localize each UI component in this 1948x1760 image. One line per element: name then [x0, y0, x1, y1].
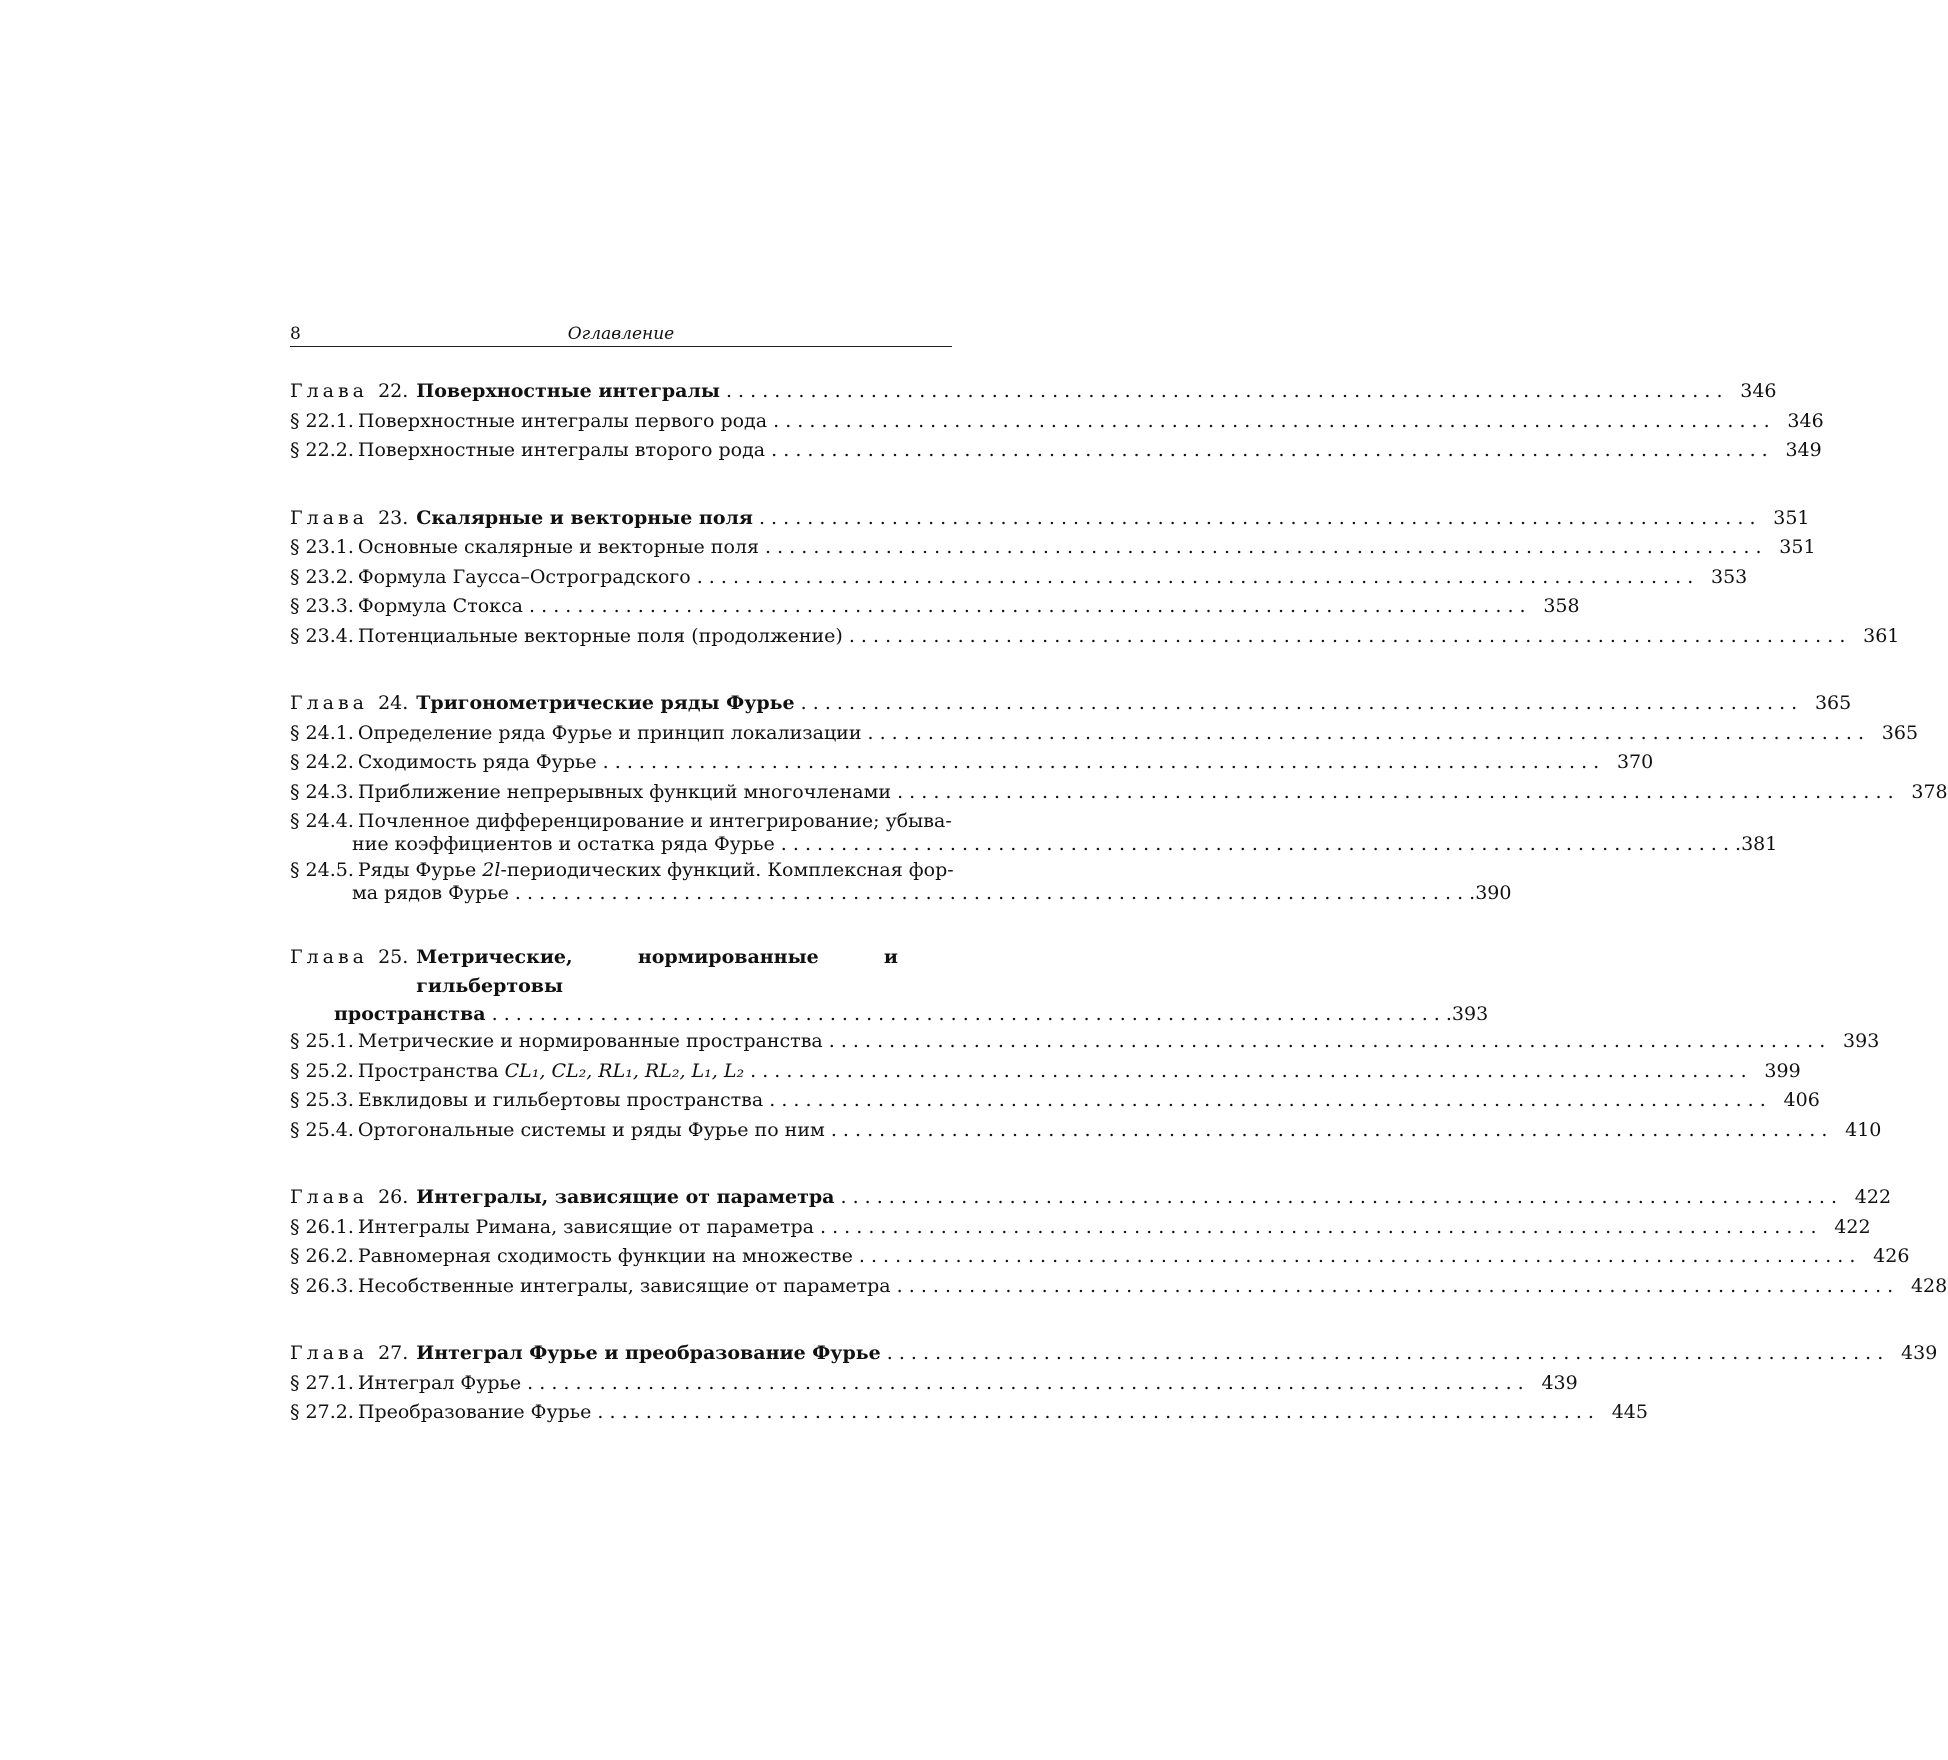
section-title: Поверхностные интегралы первого рода . . .	[358, 407, 1770, 437]
section-label: § 26.3.	[290, 1274, 354, 1297]
section-title: Ортогональные системы и ряды Фурье по ним . . .	[358, 1116, 1827, 1146]
section-entry[interactable]	[290, 436, 1822, 466]
chapter-page: 393	[1451, 1003, 1489, 1025]
section-entry[interactable]	[290, 859, 1512, 905]
chapter-26	[290, 1183, 1948, 1301]
section-page: 351	[1779, 536, 1816, 558]
chapter-22	[290, 377, 1824, 466]
section-title: Евклидовы и гильбертовы пространства . . .	[358, 1086, 1766, 1116]
chapter-title-line1: Метрические, нормированные и гильбертовы	[416, 946, 898, 997]
chapter-25	[290, 943, 1882, 1145]
chapter-number: 25.	[378, 946, 409, 968]
chapter-number: 22.	[378, 380, 409, 402]
section-entry[interactable]	[290, 778, 1948, 808]
section-entry[interactable]	[290, 563, 1748, 593]
section-title: Интеграл Фурье . . .	[358, 1369, 1524, 1399]
section-title: Определение ряда Фурье и принцип локализации . . .	[358, 719, 1864, 749]
section-title-line2: ма рядов Фурье . . .	[352, 881, 1475, 905]
section-title-line1: Почленное дифференцирование и интегрирование; убыва-	[357, 810, 952, 832]
section-page: 349	[1785, 439, 1822, 461]
section-title: Метрические и нормированные пространства . . .	[358, 1027, 1825, 1057]
section-entry[interactable]	[290, 407, 1824, 437]
chapter-title: Поверхностные интегралы . . .	[416, 377, 1722, 407]
chapter-label: Глава	[290, 380, 369, 402]
section-entry[interactable]	[290, 622, 1900, 652]
section-page: 358	[1543, 595, 1580, 617]
section-entry[interactable]	[290, 1272, 1948, 1302]
section-label: § 27.1.	[290, 1371, 354, 1394]
section-page: 361	[1863, 624, 1900, 647]
section-title-line2: ние коэффициентов и остатка ряда Фурье . . .	[352, 832, 1741, 856]
table-of-contents	[290, 377, 1948, 1428]
section-page: 422	[1834, 1215, 1871, 1238]
chapter-title-line2: пространства . . .	[334, 1001, 1452, 1027]
section-title-line1	[358, 859, 954, 881]
section-label: § 25.4.	[290, 1118, 354, 1141]
chapter-number: 27.	[378, 1342, 409, 1364]
chapter-number: 26.	[378, 1186, 409, 1208]
section-title: Несобственные интегралы, зависящие от параметра . . .	[358, 1272, 1893, 1302]
section-label: § 24.3.	[290, 780, 354, 803]
section-page: 393	[1843, 1030, 1880, 1052]
page-number: 8	[290, 324, 301, 344]
section-title: Сходимость ряда Фурье . . .	[358, 748, 1599, 778]
chapter-label: Глава	[290, 692, 369, 714]
section-title	[358, 1057, 1747, 1087]
section-entry[interactable]	[290, 748, 1654, 778]
section-page: 381	[1741, 833, 1778, 855]
section-entry[interactable]	[290, 810, 1778, 856]
section-page: 378	[1911, 780, 1948, 803]
section-page: 428	[1910, 1274, 1948, 1297]
chapter-title: Скалярные и векторные поля . . .	[416, 504, 1755, 534]
section-label: § 23.3.	[290, 595, 354, 617]
chapter-heading[interactable]	[290, 689, 1852, 719]
section-label: § 24.1.	[290, 721, 354, 744]
chapter-title: Интеграл Фурье и преобразование Фурье . . .	[416, 1339, 1883, 1369]
section-label: § 26.1.	[290, 1215, 354, 1238]
section-entry[interactable]	[290, 1057, 1801, 1087]
chapter-page: 351	[1773, 506, 1810, 529]
section-title: Формула Стокса . . .	[358, 592, 1526, 622]
section-page: 370	[1616, 751, 1654, 773]
section-label: § 25.3.	[290, 1089, 354, 1111]
chapter-24	[290, 689, 1948, 905]
chapter-number: 23.	[378, 506, 409, 529]
chapter-number: 24.	[378, 692, 409, 714]
chapter-heading[interactable]	[290, 943, 1489, 1027]
chapter-label: Глава	[290, 1186, 369, 1208]
chapter-label: Глава	[290, 946, 369, 968]
chapter-page: 365	[1814, 692, 1852, 714]
section-page: 399	[1764, 1059, 1801, 1082]
math-expression: 2l	[482, 859, 501, 881]
chapter-page: 422	[1854, 1186, 1892, 1208]
section-page: 365	[1881, 721, 1919, 744]
chapter-heading[interactable]	[290, 1339, 1938, 1369]
chapter-label: Глава	[290, 506, 369, 529]
book-page	[290, 322, 1948, 1466]
section-label: § 25.1.	[290, 1030, 354, 1052]
running-title: Оглавление	[567, 324, 675, 344]
section-label: § 26.2.	[290, 1245, 354, 1267]
section-entry[interactable]	[290, 1027, 1880, 1057]
section-label: § 25.2.	[290, 1059, 354, 1082]
chapter-heading[interactable]	[290, 1183, 1892, 1213]
section-entry[interactable]	[290, 533, 1816, 563]
section-entry[interactable]	[290, 719, 1919, 749]
section-title: Интегралы Римана, зависящие от параметра . . .	[358, 1213, 1817, 1243]
section-entry[interactable]	[290, 1398, 1648, 1428]
section-page: 410	[1845, 1118, 1882, 1141]
section-title: Потенциальные векторные поля (продолжение) . . .	[358, 622, 1846, 652]
section-label: § 23.1.	[290, 536, 354, 558]
section-label: § 27.2.	[290, 1401, 354, 1423]
chapter-heading[interactable]	[290, 377, 1777, 407]
section-label: § 23.4.	[290, 624, 354, 647]
section-label: § 24.4.	[290, 810, 354, 832]
section-title: Равномерная сходимость функции на множестве . . .	[358, 1242, 1856, 1272]
chapter-27	[290, 1339, 1938, 1428]
section-title-part: Ряды Фурье	[357, 859, 483, 881]
section-title: Приближение непрерывных функций многочленами . . .	[358, 778, 1894, 808]
section-label: § 22.2.	[290, 439, 354, 461]
running-head	[290, 322, 952, 347]
section-entry[interactable]	[290, 1086, 1820, 1116]
section-page: 406	[1783, 1089, 1820, 1111]
section-title-part: Пространства	[357, 1059, 499, 1082]
chapter-heading[interactable]	[290, 504, 1810, 534]
section-page: 353	[1711, 565, 1748, 588]
section-entry[interactable]	[290, 1213, 1871, 1243]
chapter-23	[290, 504, 1900, 652]
section-page: 346	[1787, 409, 1824, 432]
section-label: § 23.2.	[290, 565, 354, 588]
chapter-label: Глава	[290, 1342, 369, 1364]
section-title: Поверхностные интегралы второго рода . . .	[358, 436, 1768, 466]
section-entry[interactable]	[290, 1369, 1578, 1399]
chapter-title: Интегралы, зависящие от параметра . . .	[416, 1183, 1837, 1213]
chapter-title: Тригонометрические ряды Фурье . . .	[416, 689, 1797, 719]
section-title-part: -периодических функций. Комплексная фор-	[500, 859, 954, 881]
chapter-page: 346	[1740, 380, 1777, 402]
section-label: § 24.5.	[290, 859, 354, 881]
section-page: 390	[1475, 882, 1512, 904]
section-label: § 22.1.	[290, 409, 354, 432]
section-title: Основные скалярные и векторные поля . . .	[358, 533, 1762, 563]
section-page: 439	[1541, 1371, 1578, 1394]
chapter-page: 439	[1901, 1342, 1938, 1364]
section-label: § 24.2.	[290, 751, 354, 773]
section-page: 445	[1611, 1401, 1648, 1423]
section-page: 426	[1873, 1245, 1910, 1267]
section-entry[interactable]	[290, 1242, 1910, 1272]
section-entry[interactable]	[290, 592, 1580, 622]
section-title: Преобразование Фурье . . .	[358, 1398, 1594, 1428]
section-title: Формула Гаусса–Остроградского . . .	[358, 563, 1693, 593]
math-expression: CL₁, CL₂, RL₁, RL₂, L₁, L₂	[504, 1059, 745, 1082]
section-entry[interactable]	[290, 1116, 1882, 1146]
